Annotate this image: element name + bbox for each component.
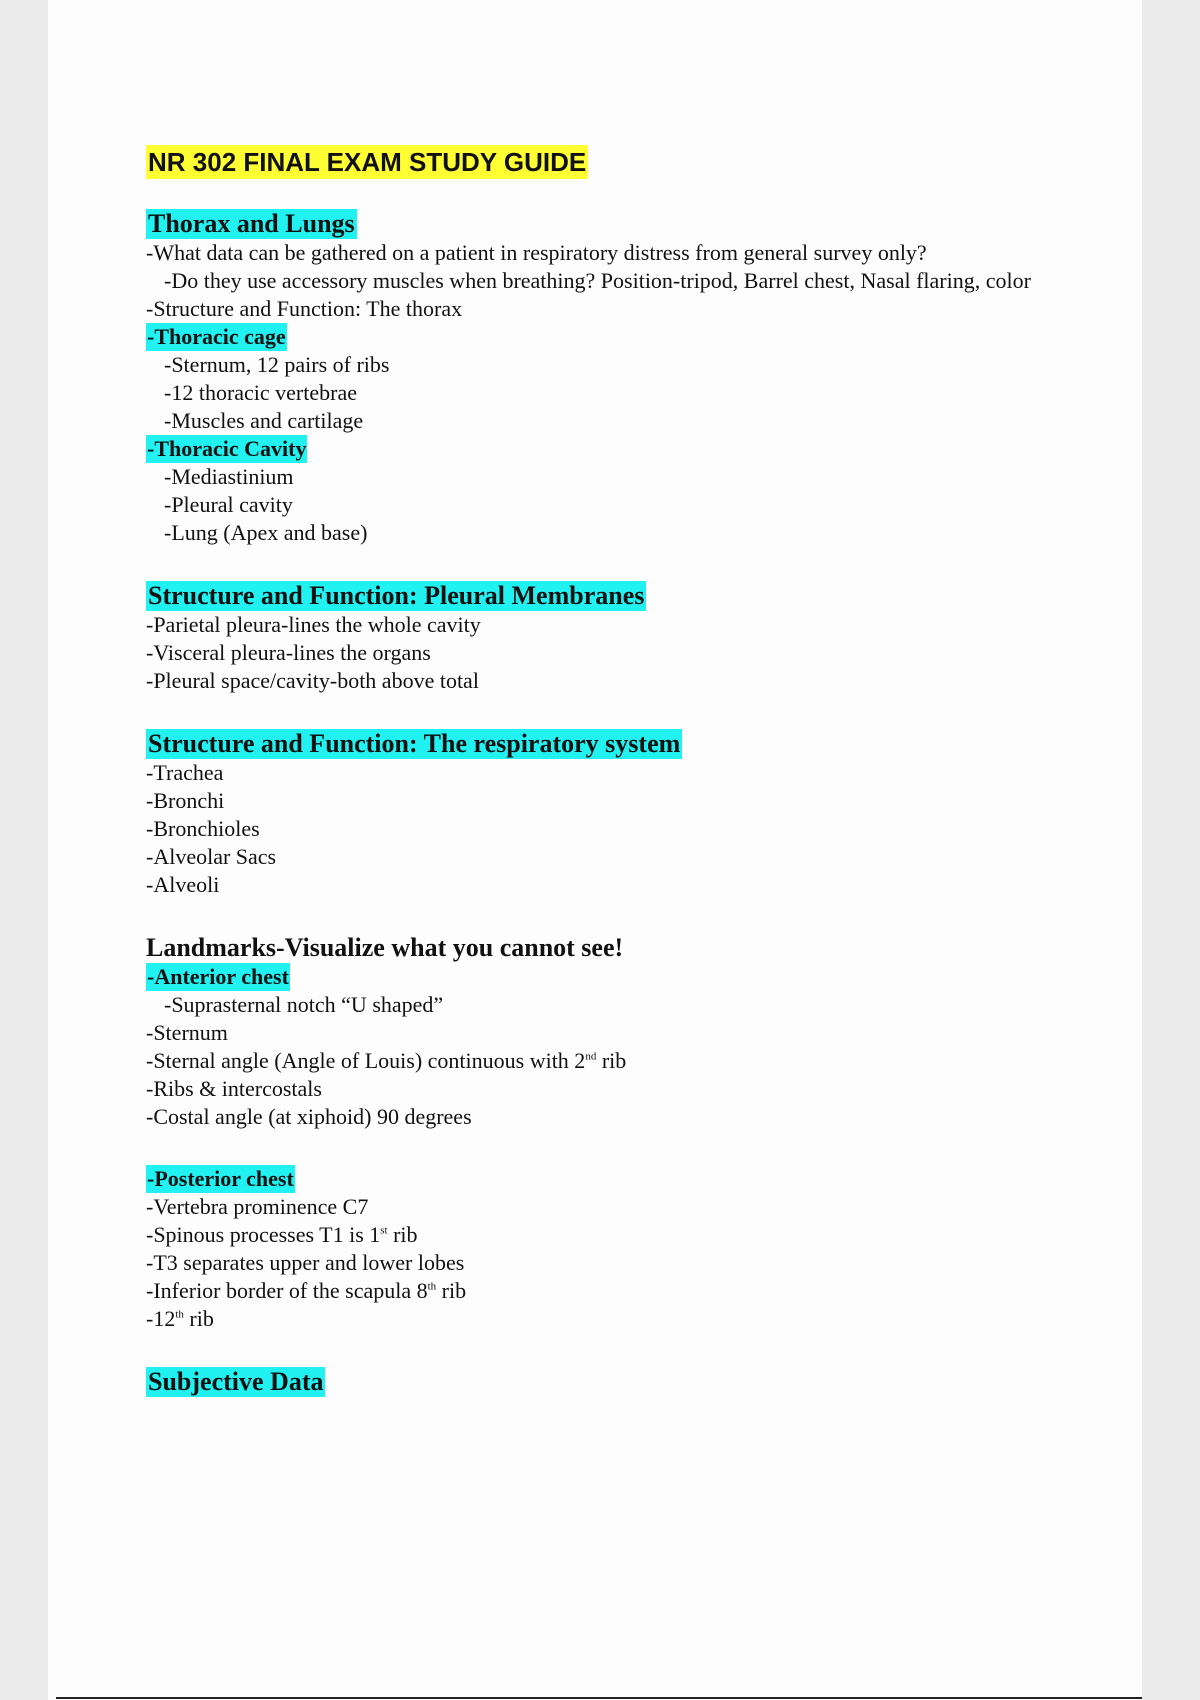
list-item: -Parietal pleura-lines the whole cavity <box>146 612 481 637</box>
list-item: -Muscles and cartilage <box>164 408 364 433</box>
list-item: -Sternum <box>146 1020 228 1045</box>
ordinal-suffix: st <box>380 1224 388 1237</box>
document-page <box>48 0 1142 1700</box>
ordinal-suffix: th <box>175 1308 184 1321</box>
text-segment: rib <box>596 1048 627 1073</box>
list-item <box>146 1221 1116 1249</box>
list-item: -Bronchioles <box>146 816 260 841</box>
text-segment: rib <box>387 1222 418 1247</box>
list-item: -Bronchi <box>146 788 225 813</box>
list-item: -Pleural cavity <box>164 492 293 517</box>
list-item <box>146 1305 1116 1333</box>
text-segment: -Sternal angle (Angle of Louis) continuous with 2 <box>146 1048 586 1073</box>
list-item: -Costal angle (at xiphoid) 90 degrees <box>146 1104 472 1129</box>
list-item: -Visceral pleura-lines the organs <box>146 640 431 665</box>
list-item: -Alveoli <box>146 872 220 897</box>
ordinal-suffix: nd <box>585 1050 597 1063</box>
list-item: -12 thoracic vertebrae <box>164 380 357 405</box>
subheading-thoracic-cage: -Thoracic cage <box>147 324 286 349</box>
ordinal-suffix: th <box>427 1280 437 1293</box>
list-item: -T3 separates upper and lower lobes <box>146 1250 465 1275</box>
text-line: -Do they use accessory muscles when breathing? Position-tripod, Barrel chest, Nasal flaring, color <box>164 268 1031 293</box>
heading-landmarks: Landmarks-Visualize what you cannot see! <box>146 933 624 962</box>
list-item: -Lung (Apex and base) <box>164 520 368 545</box>
subheading-anterior-chest: -Anterior chest <box>147 964 289 989</box>
text-segment: rib <box>436 1278 467 1303</box>
heading-pleural-membranes: Structure and Function: Pleural Membranes <box>148 581 645 610</box>
list-item: -Suprasternal notch “U shaped” <box>164 992 444 1017</box>
document-title: NR 302 FINAL EXAM STUDY GUIDE <box>148 147 587 177</box>
list-item: -Trachea <box>146 760 224 785</box>
text-segment: -Inferior border of the scapula 8 <box>146 1278 428 1303</box>
list-item <box>146 1277 1116 1305</box>
heading-respiratory-system: Structure and Function: The respiratory system <box>148 729 681 758</box>
text-segment: -12 <box>146 1306 176 1331</box>
list-item: -Alveolar Sacs <box>146 844 277 869</box>
list-item: -Vertebra prominence C7 <box>146 1194 369 1219</box>
text-line: -What data can be gathered on a patient in respiratory distress from general survey only? <box>146 240 927 265</box>
footer-rule <box>56 1697 1142 1699</box>
list-item: -Pleural space/cavity-both above total <box>146 668 479 693</box>
page-content <box>146 145 1116 1397</box>
heading-thorax-lungs: Thorax and Lungs <box>148 209 355 238</box>
text-segment: rib <box>183 1306 214 1331</box>
heading-subjective-data: Subjective Data <box>148 1367 324 1396</box>
list-item <box>146 1047 1116 1075</box>
subheading-posterior-chest: -Posterior chest <box>147 1166 294 1191</box>
subheading-thoracic-cavity: -Thoracic Cavity <box>147 436 307 461</box>
list-item: -Sternum, 12 pairs of ribs <box>164 352 390 377</box>
list-item: -Ribs & intercostals <box>146 1076 322 1101</box>
text-line: -Structure and Function: The thorax <box>146 296 463 321</box>
list-item: -Mediastinium <box>164 464 294 489</box>
text-segment: -Spinous processes T1 is 1 <box>146 1222 381 1247</box>
